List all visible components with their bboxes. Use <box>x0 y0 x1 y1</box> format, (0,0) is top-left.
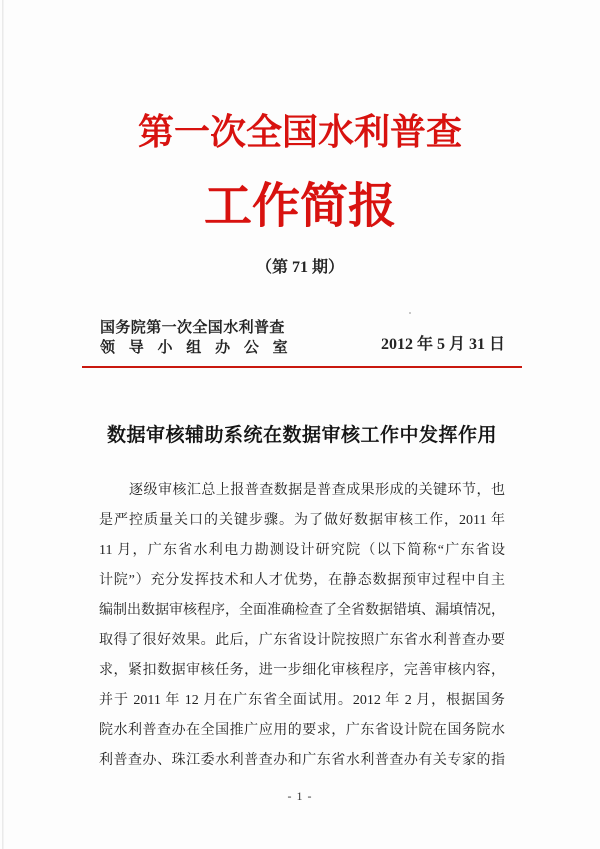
issuing-office-line2: 领 导 小 组 办 公 室 <box>100 340 288 356</box>
issue-date: 2012 年 5 月 31 日 <box>380 335 505 353</box>
issue-number: （第 71 期） <box>255 259 344 276</box>
bulletin-subtitle: 工作简报 <box>203 180 396 233</box>
body-line: 11 月，广东省水利电力勘测设计研究院（以下简称“广东省设 <box>99 543 505 558</box>
body-line: 逐级审核汇总上报普查数据是普查成果形成的关键环节，也 <box>129 483 505 498</box>
masthead-divider-rule <box>82 366 522 368</box>
article-title: 数据审核辅助系统在数据审核工作中发挥作用 <box>106 425 497 446</box>
body-line: 编制出数据审核程序，全面准确检查了全省数据错填、漏填情况， <box>99 603 505 618</box>
body-line: 求，紧扣数据审核任务，进一步细化审核程序，完善审核内容， <box>99 663 505 678</box>
masthead-info-row <box>100 318 505 358</box>
issuing-office <box>100 318 288 358</box>
body-line: 并于 2011 年 12 月在广东省全面试用。2012 年 2 月，根据国务 <box>99 693 505 708</box>
body-line: 取得了很好效果。此后，广东省设计院按照广东省水利普查办要 <box>99 633 505 648</box>
issuing-office-line1: 国务院第一次全国水利普查 <box>100 320 285 336</box>
body-line: 院水利普查办在全国推广应用的要求，广东省设计院在国务院水 <box>99 723 505 738</box>
page-number: - 1 - <box>287 789 313 803</box>
body-line: 是严控质量关口的关键步骤。为了做好数据审核工作，2011 年 <box>99 513 505 528</box>
body-line: 利普查办、珠江委水利普查办和广东省水利普查办有关专家的指 <box>99 753 505 768</box>
body-line: 计院”）充分发挥技术和人才优势，在静态数据预审过程中自主 <box>99 573 505 588</box>
article-body <box>99 476 505 776</box>
scan-speck <box>409 312 411 314</box>
bulletin-title: 第一次全国水利普查 <box>137 112 462 152</box>
